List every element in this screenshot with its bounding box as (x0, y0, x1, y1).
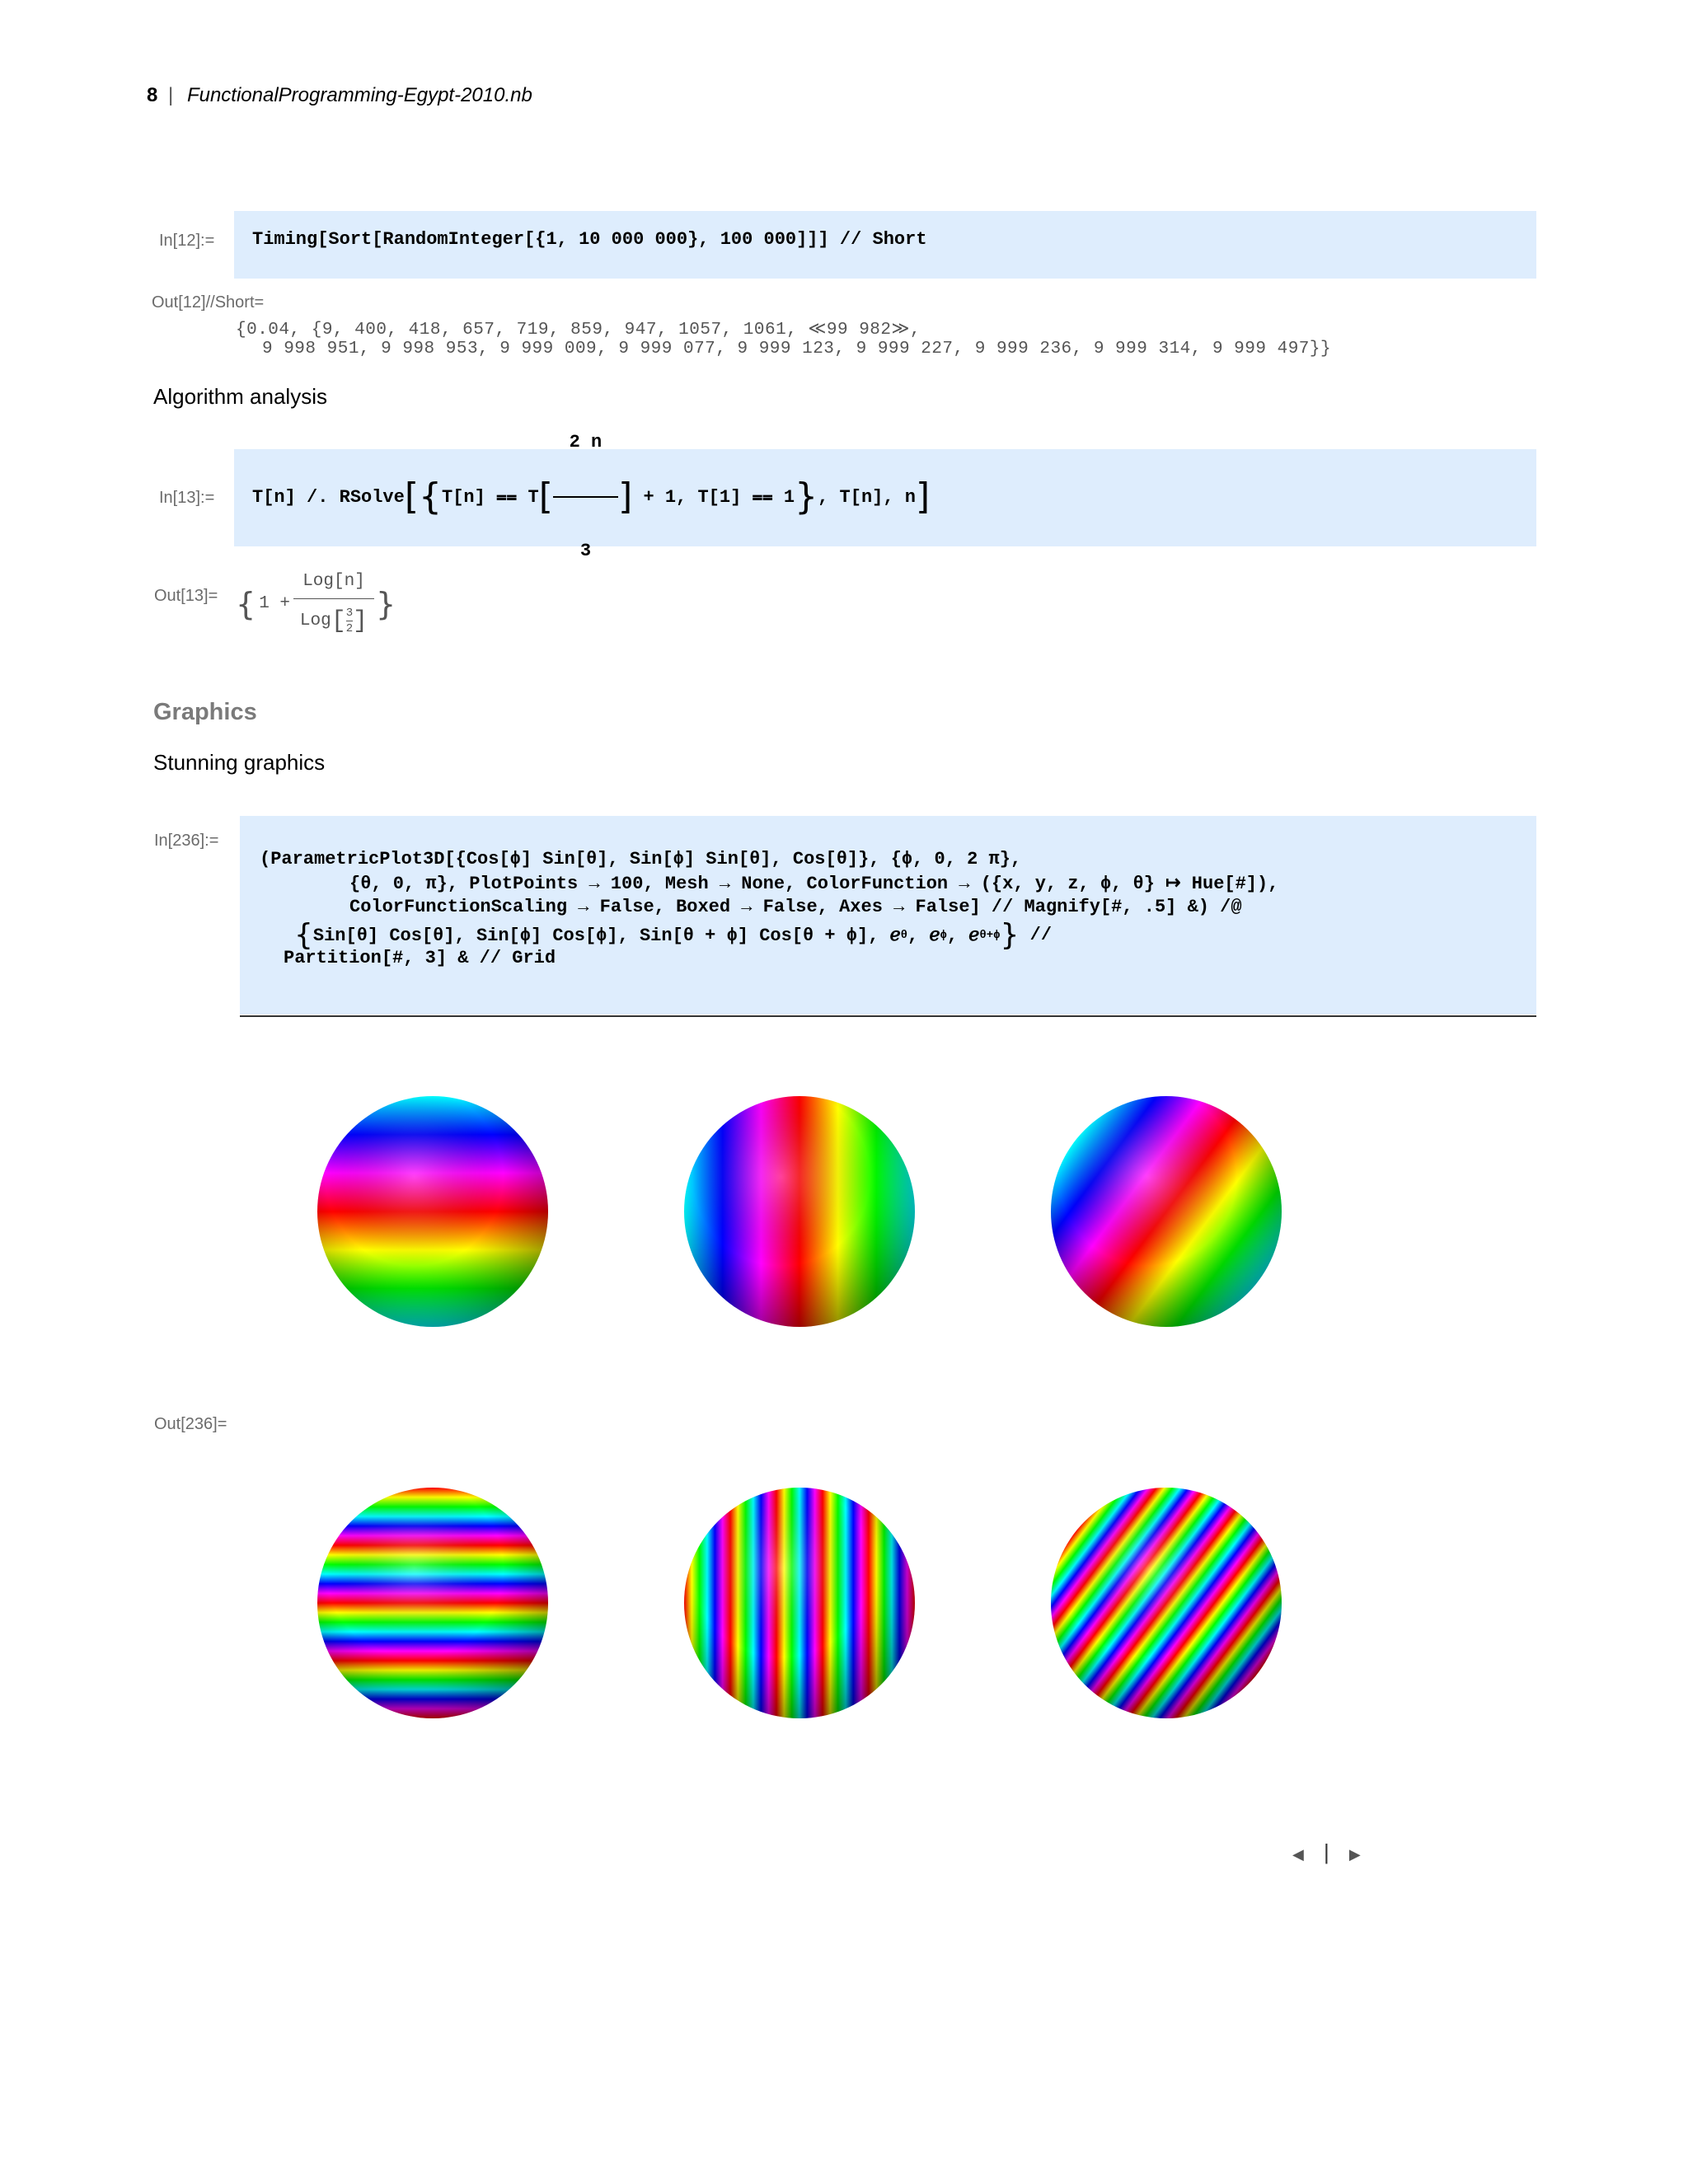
sphere-shading (1051, 1488, 1282, 1718)
in236-line4-c: , ℯ (946, 925, 980, 946)
in13-frac-open: [ (538, 476, 553, 518)
sphere-exp-theta-plus-phi (1051, 1488, 1282, 1718)
in13-suffix: , T[n], n (818, 486, 916, 508)
sphere-surface (317, 1488, 548, 1718)
out13-den-close: ] (353, 607, 368, 635)
out13-one-plus: 1 + (259, 594, 290, 613)
cell-bracket-line (240, 1015, 1536, 1017)
in13-eq-rest: + 1, T[1] ⩵ 1 (632, 486, 795, 508)
section-graphics: Graphics (153, 699, 257, 725)
sphere-surface (684, 1096, 915, 1327)
in236-line1[interactable]: (ParametricPlot3D[{Cos[ϕ] Sin[θ], Sin[ϕ] Sin[θ], Cos[θ]}, {ϕ, 0, 2 π}, (260, 849, 1022, 869)
in236-line4-a: Sin[θ] Cos[θ], Sin[ϕ] Cos[ϕ], Sin[θ + ϕ] Cos[θ + ϕ], ℯ (312, 925, 901, 946)
text-algorithm-analysis: Algorithm analysis (153, 384, 327, 409)
input-cell-13[interactable] (234, 432, 1536, 561)
out13-den-den: 2 (345, 622, 354, 635)
out13-open-brace: { (236, 585, 256, 622)
in13-frac-den: 3 (579, 541, 592, 561)
in236-sup-sum: θ+ϕ (979, 928, 1001, 942)
out13-den-frac (346, 607, 353, 635)
in13-open-bracket: [ (404, 476, 420, 518)
out13-den-log: Log (299, 612, 331, 630)
next-page-icon[interactable]: ▶ (1348, 1846, 1361, 1863)
sphere-surface (317, 1096, 548, 1327)
in13-prefix: T[n] /. RSolve (252, 486, 405, 508)
in13-frac-bar (553, 496, 618, 498)
in236-line5[interactable]: Partition[#, 3] & // Grid (284, 948, 556, 968)
in12-code[interactable]: Timing[Sort[RandomInteger[{1, 10 000 000}, 100 000]]] // Short (252, 229, 927, 250)
page-header (147, 84, 532, 107)
out13-num: Log[n] (302, 572, 365, 591)
sphere-shading (317, 1488, 548, 1718)
sphere-shading (684, 1488, 915, 1718)
out13-label: Out[13]= (154, 587, 218, 605)
out13-frac-bar (293, 598, 374, 599)
sphere-sin-phi-cos-phi (684, 1096, 915, 1327)
header-separator: | (168, 84, 174, 106)
in236-line2[interactable]: {θ, 0, π}, PlotPoints → 100, Mesh → None, ColorFunction → ({x, y, z, ϕ, θ} ↦ Hue[#]), (349, 874, 1279, 894)
out12-label: Out[12]//Short= (152, 293, 265, 312)
prev-page-icon[interactable]: ◀ (1292, 1846, 1304, 1863)
out13-fraction (297, 573, 371, 635)
page-nav (1292, 1840, 1361, 1865)
in236-sup-theta: θ (900, 928, 908, 942)
notebook-name: FunctionalProgramming-Egypt-2010.nb (186, 84, 532, 106)
out13-den-num: 3 (345, 607, 354, 620)
in13-open-brace: { (419, 476, 443, 518)
sphere-shading (1051, 1096, 1282, 1327)
in13-frac-num: 2 n (569, 432, 603, 452)
in13-close-brace: } (795, 476, 818, 518)
input-cell-12[interactable] (234, 211, 1536, 279)
in236-line4-close: } (1000, 918, 1020, 952)
page-number: 8 (147, 84, 158, 106)
in236-line4[interactable] (294, 918, 1052, 952)
in13-eq-lhs: T[n] ⩵ T (442, 486, 539, 508)
sphere-sin-sum-cos-sum (1051, 1096, 1282, 1327)
out236-label: Out[236]= (154, 1415, 227, 1433)
in236-label: In[236]:= (154, 832, 219, 850)
sphere-exp-phi (684, 1488, 915, 1718)
in13-close-bracket: ] (915, 476, 931, 518)
sphere-surface (684, 1488, 915, 1718)
in236-line3[interactable]: ColorFunctionScaling → False, Boxed → False, Axes → False] // Magnify[#, .5] &) /@ (349, 897, 1242, 917)
input-cell-236[interactable] (240, 816, 1536, 1015)
out13-expression (236, 560, 396, 647)
in13-label: In[13]:= (159, 489, 215, 507)
out12-line2: 9 998 951, 9 998 953, 9 999 009, 9 999 077, 9 999 123, 9 999 227, 9 999 236, 9 999 314, 9 999 497}} (262, 340, 1332, 359)
sphere-shading (684, 1096, 915, 1327)
sphere-shading (317, 1096, 548, 1327)
in12-label: In[12]:= (159, 232, 215, 250)
out13-close-brace: } (376, 585, 396, 622)
text-stunning-graphics: Stunning graphics (153, 750, 326, 775)
in236-line4-b: , ℯ (907, 925, 940, 946)
out12-line1: {0.04, {9, 400, 418, 657, 719, 859, 947, 1057, 1061, ≪99 982≫, (236, 321, 921, 340)
sphere-sin-theta-cos-theta (317, 1096, 548, 1327)
in13-close-inner: ] (618, 476, 633, 518)
sphere-exp-theta (317, 1488, 548, 1718)
sphere-surface (1051, 1488, 1282, 1718)
in236-line4-end: // (1019, 925, 1053, 945)
nav-separator: | (1323, 1840, 1329, 1864)
in236-sup-phi: ϕ (940, 928, 947, 942)
in236-line4-open: { (294, 918, 313, 952)
out13-den-open: [ (331, 607, 346, 635)
in13-code[interactable] (252, 432, 931, 561)
out13-den (297, 607, 371, 635)
in13-fraction (553, 392, 618, 602)
sphere-surface (1051, 1096, 1282, 1327)
